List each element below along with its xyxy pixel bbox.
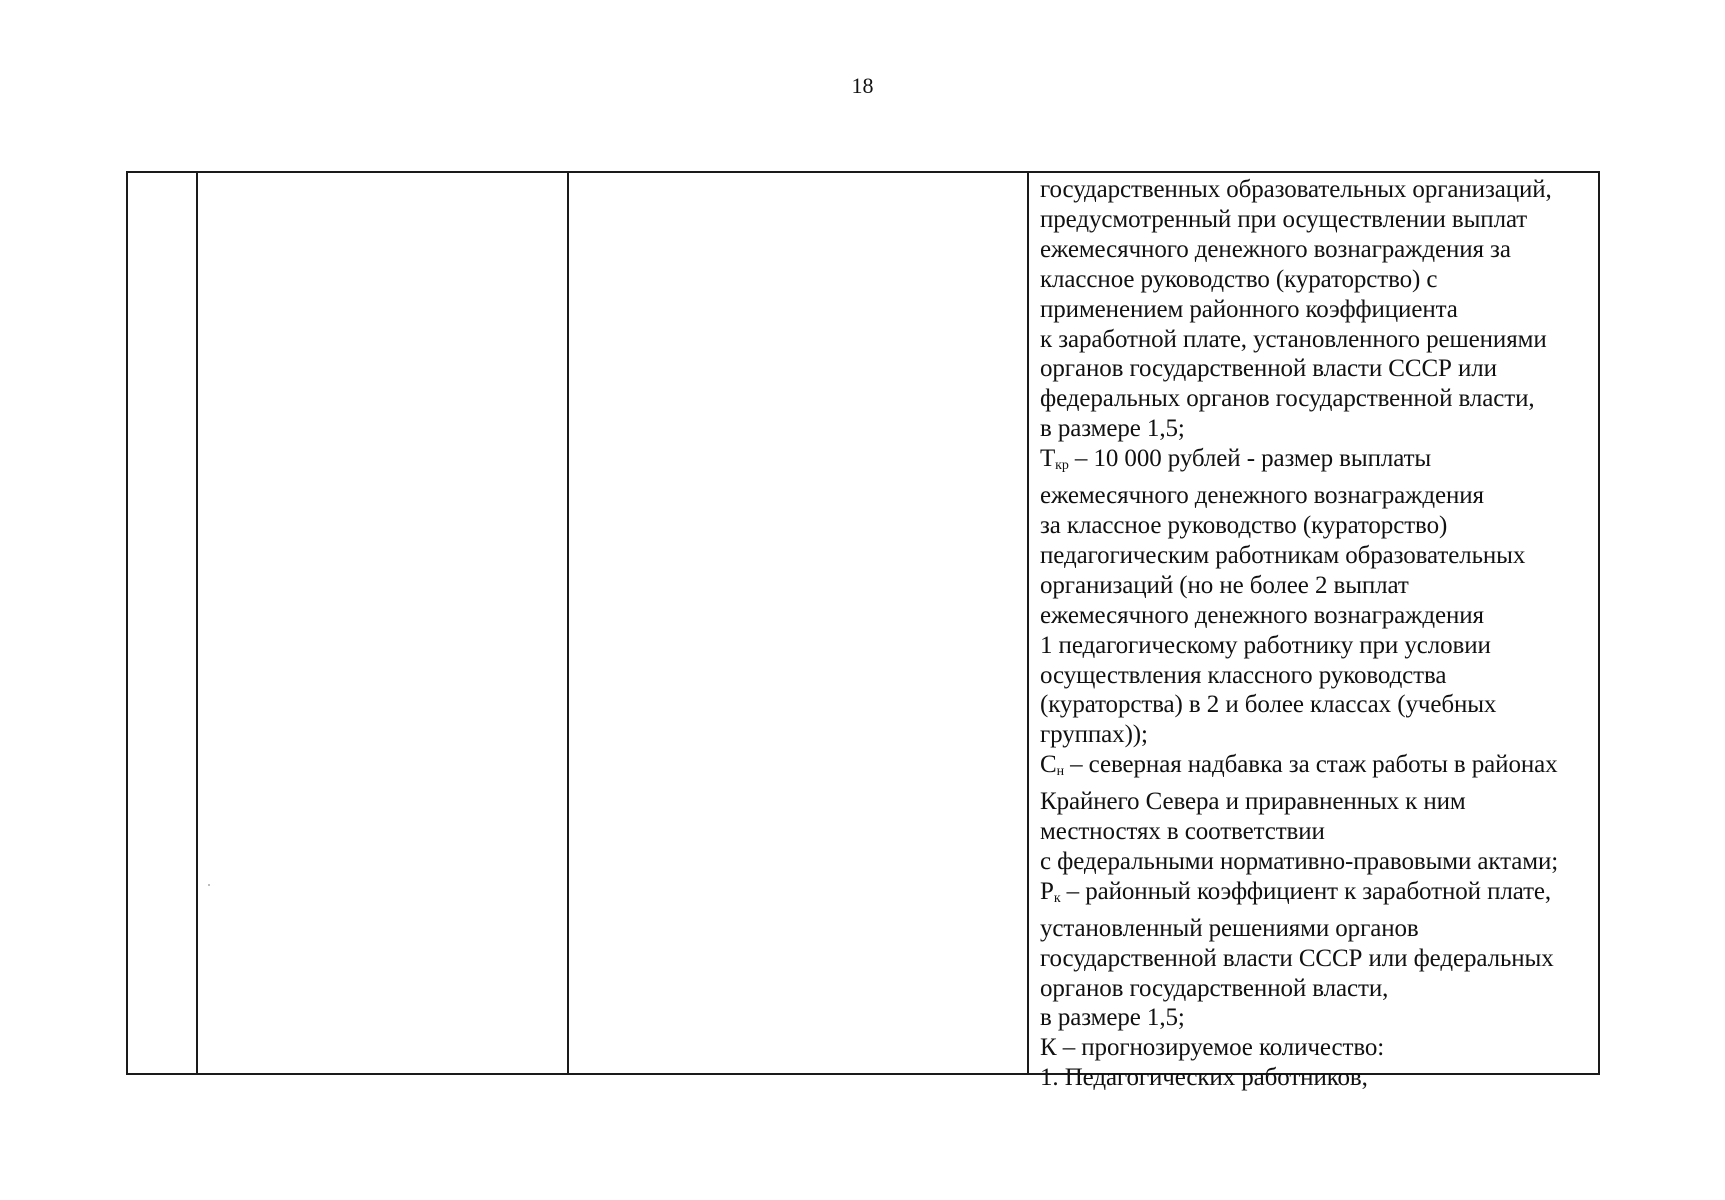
- text-line: 1 педагогическому работнику при условии: [1040, 631, 1491, 659]
- text-line: предусмотренный при осуществлении выплат: [1040, 205, 1528, 233]
- variable-definition: – северная надбавка за стаж работы в районах: [1063, 751, 1558, 779]
- text-line: за классное руководство (кураторство): [1040, 511, 1448, 539]
- text-line: классное руководство (кураторство) с: [1040, 265, 1438, 293]
- text-line: [1040, 444, 1590, 481]
- text-line: Крайнего Севера и приравненных к ним: [1040, 788, 1466, 816]
- text-line: организаций (но не более 2 выплат: [1040, 571, 1409, 599]
- text-line: 1. Педагогических работников,: [1040, 1064, 1368, 1092]
- text-line: группах));: [1040, 721, 1148, 749]
- text-line: местностях в соответствии: [1040, 818, 1325, 846]
- text-line: К – прогнозируемое количество:: [1040, 1034, 1385, 1062]
- text-line: федеральных органов государственной власти,: [1040, 385, 1535, 413]
- text-line: (кураторства) в 2 и более классах (учебных: [1040, 691, 1497, 719]
- document-table: [126, 171, 1600, 1092]
- text-line: [1040, 877, 1590, 914]
- variable-definition: – районный коэффициент к заработной плате,: [1060, 877, 1552, 905]
- scan-speck: [208, 884, 210, 886]
- variable-symbol: Р: [1040, 877, 1054, 905]
- page-number: 18: [851, 73, 874, 98]
- text-line: педагогическим работникам образовательных: [1040, 541, 1526, 569]
- table-column-2: [196, 173, 198, 1073]
- variable-subscript: к: [1053, 890, 1061, 906]
- text-line: ежемесячного денежного вознаграждения за: [1040, 235, 1511, 263]
- text-line: применением районного коэффициента: [1040, 295, 1458, 323]
- variable-subscript: н: [1056, 764, 1064, 780]
- variable-symbol: С: [1040, 751, 1057, 779]
- variable-definition: – 10 000 рублей - размер выплаты: [1068, 445, 1432, 473]
- text-line: ежемесячного денежного вознаграждения: [1040, 482, 1484, 510]
- text-line: установленный решениями органов: [1040, 914, 1419, 942]
- text-line: органов государственной власти СССР или: [1040, 355, 1497, 383]
- text-line: государственных образовательных организаций,: [1040, 176, 1552, 203]
- text-line: осуществления классного руководства: [1040, 661, 1447, 689]
- text-line: органов государственной власти,: [1040, 974, 1389, 1002]
- table-column-4-text: [1027, 173, 1598, 1092]
- variable-symbol: Т: [1040, 445, 1056, 473]
- text-line: к заработной плате, установленного решениями: [1040, 325, 1547, 353]
- table-column-3: [567, 173, 569, 1073]
- text-line: государственной власти СССР или федеральных: [1040, 944, 1554, 972]
- variable-subscript: кр: [1055, 458, 1069, 474]
- text-line: [1040, 750, 1590, 787]
- text-line: с федеральными нормативно-правовыми актами;: [1040, 847, 1559, 875]
- text-line: в размере 1,5;: [1040, 1004, 1185, 1032]
- text-line: ежемесячного денежного вознаграждения: [1040, 601, 1484, 629]
- text-line: в размере 1,5;: [1040, 415, 1185, 443]
